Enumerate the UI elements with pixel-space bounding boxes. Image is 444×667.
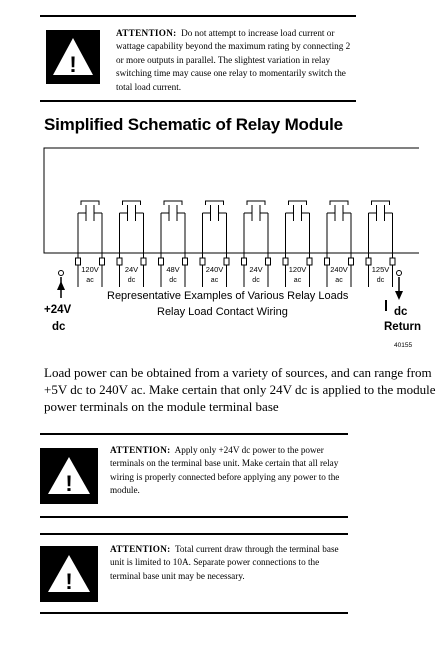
warning-triangle-icon <box>40 546 98 602</box>
relay-contact <box>244 201 268 258</box>
relay-contact <box>286 201 310 258</box>
load-type-label: dc <box>252 277 260 284</box>
terminal-screw <box>141 258 146 265</box>
right-terminal-bar <box>385 300 387 311</box>
load-type-label: ac <box>293 277 302 284</box>
relay-contact <box>327 201 351 258</box>
load-voltage-label: 24V <box>249 265 263 274</box>
left-terminal-label-2: dc <box>52 321 66 333</box>
attention-3-bottom-rule <box>40 612 348 614</box>
load-type-label: ac <box>210 277 219 284</box>
load-voltage-label: 48V <box>166 265 180 274</box>
attention-3-text: ATTENTION: Total current draw through the terminal base unit is limited to 10A. Separate power connections to the terminal base unit may be necessary. <box>110 544 339 581</box>
terminal-screw <box>200 258 205 265</box>
terminal-screw <box>100 258 105 265</box>
terminal-screw <box>349 258 354 265</box>
terminal-screw <box>325 258 330 265</box>
load-voltage-label: 24V <box>124 265 139 274</box>
power-source-paragraph: Load power can be obtained from a variety of sources, and can range from +5V dc to 240V ac. Make certain that only 24V dc is applied to the module power terminals on the module terminal base <box>44 365 436 414</box>
load-voltage-label: 120V <box>81 265 99 274</box>
attention-1-top-rule <box>40 15 356 17</box>
attention-1-text: ATTENTION: Do not attempt to increase load current or wattage capability beyond the maximum rating by connecting 2 or more outputs in parallel. The slightest variation in relay switching time may cause one relay to momentarily switch the total load current. <box>116 28 351 92</box>
svg-text:!: ! <box>65 471 73 496</box>
attention-2-bottom-rule <box>40 516 348 518</box>
terminal-screw <box>224 258 229 265</box>
load-type-label: dc <box>376 277 385 284</box>
terminal-screw <box>307 258 312 265</box>
load-voltage-label: 240V <box>205 265 224 274</box>
terminal-screw <box>159 258 164 265</box>
load-voltage-label: 240V <box>330 265 348 274</box>
right-terminal-label: dc <box>394 306 408 318</box>
terminal-screw <box>117 258 122 265</box>
relay-contact <box>369 201 393 258</box>
terminal-screw <box>266 258 271 265</box>
terminal-screw <box>283 258 288 265</box>
svg-text:!: ! <box>65 569 73 594</box>
attention-2-text: ATTENTION: Apply only +24V dc power to the power terminals on the terminal base unit. Make certain that all relay wiring is properly connected before applying any power to the module. <box>110 445 340 496</box>
terminal-screw <box>242 258 247 265</box>
right-terminal-label-2: Return <box>384 321 422 333</box>
load-voltage-label: 120V <box>288 265 307 274</box>
attention-2-top-rule <box>40 433 348 435</box>
warning-triangle-icon <box>40 448 98 504</box>
relay-contact <box>203 201 227 258</box>
load-type-label: ac <box>86 277 94 284</box>
schematic-caption-1: Representative Examples of Various Relay Loads <box>107 290 349 302</box>
terminal-screw <box>390 258 395 265</box>
left-terminal-label: +24V <box>44 304 72 316</box>
schematic-title: Simplified Schematic of Relay Module <box>44 115 343 134</box>
load-voltage-label: 125V <box>371 265 390 274</box>
relay-contact <box>120 201 144 258</box>
relay-contact <box>161 201 185 258</box>
terminal-screw <box>366 258 371 265</box>
load-type-label: dc <box>127 277 136 284</box>
warning-triangle-icon <box>46 30 100 84</box>
attention-3-top-rule <box>40 533 348 535</box>
relay-contact <box>78 201 102 258</box>
terminal-screw <box>76 258 81 265</box>
load-type-label: dc <box>169 277 177 284</box>
terminal-screw <box>183 258 188 265</box>
relay-schematic <box>0 140 444 365</box>
load-type-label: ac <box>335 277 343 284</box>
svg-text:!: ! <box>69 52 77 77</box>
figure-number: 40155 <box>394 342 413 349</box>
schematic-caption-2: Relay Load Contact Wiring <box>157 306 288 318</box>
attention-1-bottom-rule <box>40 100 356 102</box>
